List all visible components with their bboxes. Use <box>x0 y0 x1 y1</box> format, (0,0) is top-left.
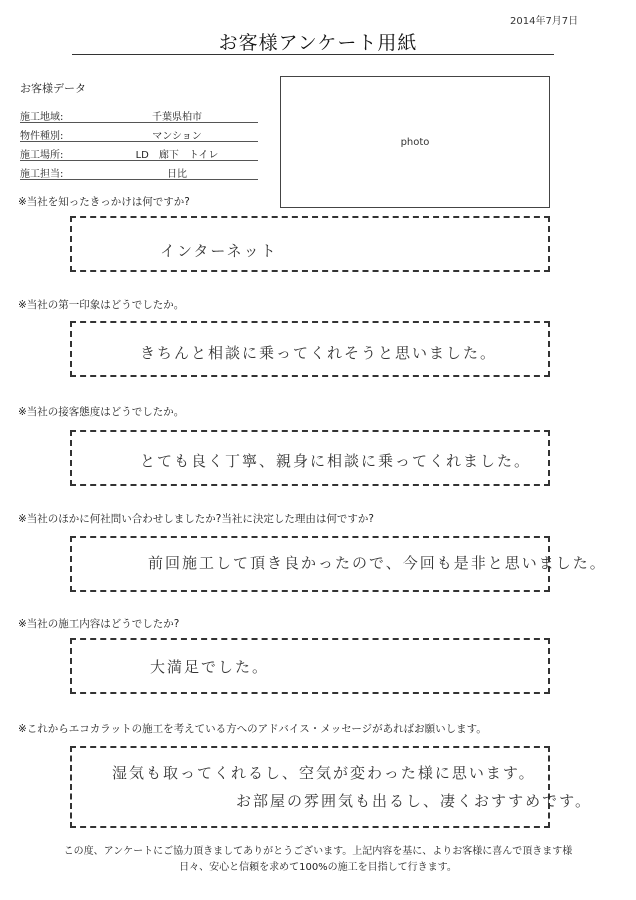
footer-line-1: この度、アンケートにご協力頂きましてありがとうございます。上記内容を基に、よりお客様に喜んで頂きます様 <box>63 846 573 857</box>
row-value: マンション <box>152 131 202 142</box>
row-value: 日比 <box>167 169 187 180</box>
question-3: ※当社の接客態度はどうでしたか。 <box>18 406 185 418</box>
answer-box-1 <box>70 216 550 272</box>
row-value: LD 廊下 トイレ <box>135 150 219 161</box>
row-value: 千葉県柏市 <box>152 112 202 123</box>
question-1: ※当社を知ったきっかけは何ですか? <box>18 196 190 208</box>
customer-row-area <box>20 106 258 123</box>
answer-box-5 <box>70 638 550 694</box>
customer-row-staff <box>20 163 258 180</box>
question-6: ※これからエコカラットの施工を考えている方へのアドバイス・メッセージがあればお願いします。 <box>18 723 487 735</box>
answer-4: 前回施工して頂き良かったので、今回も是非と思いました。 <box>148 554 607 572</box>
customer-row-type <box>20 125 258 142</box>
page-title: お客様アンケート用紙 <box>218 32 418 54</box>
question-4: ※当社のほかに何社問い合わせしましたか?当社に決定した理由は何ですか? <box>18 513 374 525</box>
answer-6-line-1: 湿気も取ってくれるし、空気が変わった様に思います。 <box>112 764 536 782</box>
photo-label: photo <box>400 137 430 148</box>
question-2: ※当社の第一印象はどうでしたか。 <box>18 299 185 311</box>
title-underline <box>72 54 554 55</box>
answer-2: きちんと相談に乗ってくれそうと思いました。 <box>140 344 498 362</box>
answer-6-line-2: お部屋の雰囲気も出るし、凄くおすすめです。 <box>236 792 592 810</box>
answer-5: 大満足でした。 <box>150 658 270 676</box>
answer-3: とても良く丁寧、親身に相談に乗ってくれました。 <box>140 452 532 470</box>
question-5: ※当社の施工内容はどうでしたか? <box>18 618 180 630</box>
row-key: 物件種別: <box>20 131 64 142</box>
row-key: 施工担当: <box>20 169 64 180</box>
answer-1: インターネット <box>160 242 278 260</box>
answer-box-6 <box>70 746 550 828</box>
customer-data-label: お客様データ <box>20 82 86 95</box>
customer-row-location <box>20 144 258 161</box>
row-key: 施工地域: <box>20 112 64 123</box>
footer-line-2: 日々、安心と信頼を求めて100%の施工を目指して行きます。 <box>179 862 457 873</box>
row-key: 施工場所: <box>20 150 64 161</box>
survey-date: 2014年7月7日 <box>510 16 579 27</box>
